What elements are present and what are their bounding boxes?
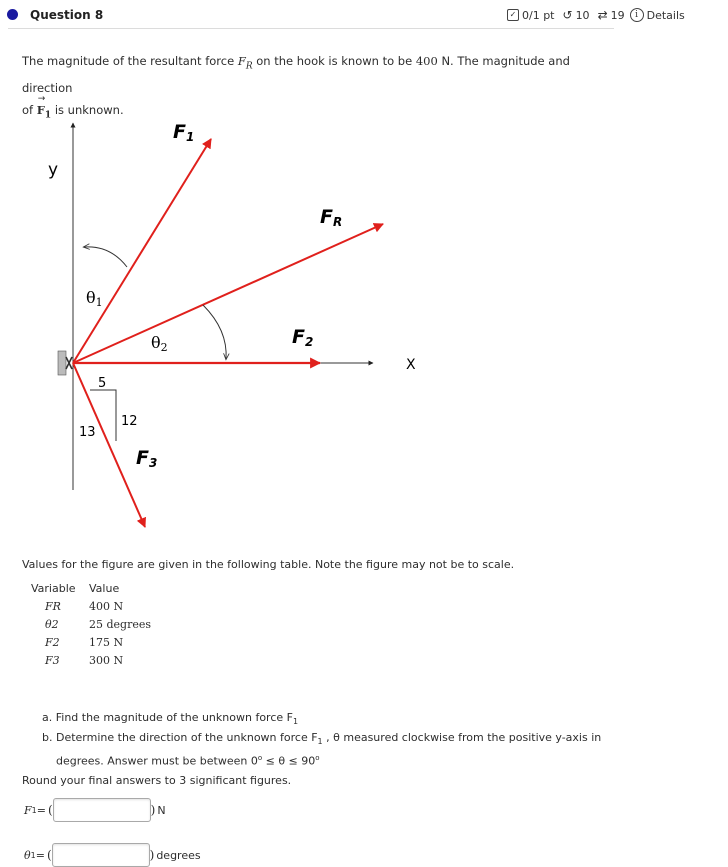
label-f3-main: F (136, 447, 149, 469)
stem-text: of (22, 103, 37, 118)
table-row (31, 597, 151, 615)
question-title: Question 8 (30, 8, 104, 22)
question-status-dot (7, 9, 18, 20)
answer-theta1-eq: = (35, 848, 45, 862)
part-b-text: b. Determine the direction of the unknown force F (42, 731, 318, 745)
theta1-answer-input[interactable] (52, 843, 150, 867)
stem-text: The magnitude of the resultant force (22, 54, 238, 68)
info-icon[interactable]: i (630, 8, 644, 22)
table-row (31, 615, 151, 633)
question-parts (42, 710, 601, 770)
rounding-note: Round your final answers to 3 significant figures. (22, 774, 292, 787)
open-paren: ( (47, 803, 53, 817)
force-fr-arrow (73, 224, 383, 363)
answer-theta1-label: θ (24, 848, 31, 862)
retries-text: 10 (575, 8, 590, 22)
degree-mark: o (315, 754, 320, 763)
part-b-sub: 1 (317, 737, 323, 747)
label-f1 (173, 121, 194, 144)
theta1-arc (84, 247, 127, 267)
table-value: 25 degrees (89, 617, 152, 631)
label-f3-sub: 3 (148, 456, 158, 470)
table-value: 400 N (89, 599, 124, 613)
label-f1-main: F (173, 121, 186, 143)
figure-note: Values for the figure are given in the following table. Note the figure may not be to scale. (22, 558, 515, 571)
score-icon: ✓ (507, 9, 519, 21)
label-y: y (48, 160, 59, 180)
table-value: 300 N (89, 653, 124, 667)
answer-row-theta1 (24, 843, 201, 867)
answer-f1-label: F (24, 803, 32, 817)
answer-f1-eq: = (36, 803, 46, 817)
table-var: F2 (45, 635, 60, 649)
question-meta (507, 8, 685, 22)
label-f2 (292, 326, 313, 349)
attempts-icon: ⇄ (597, 8, 608, 22)
table-var: θ2 (45, 617, 59, 631)
part-b-text-4: ≤ θ ≤ 90 (262, 755, 316, 769)
label-x: X (406, 357, 416, 373)
table-var: F3 (45, 653, 60, 667)
details-link[interactable]: Details (646, 8, 685, 22)
part-b (42, 730, 601, 750)
table-header-value: Value (89, 581, 120, 595)
part-a-sub: 1 (292, 717, 299, 727)
stem-line-1 (22, 50, 612, 99)
answer-f1-unit: N (157, 803, 166, 817)
wall-support (58, 351, 66, 375)
label-theta2 (151, 333, 168, 354)
answer-f1-sub: 1 (31, 805, 37, 815)
triangle-label-12: 12 (121, 414, 138, 429)
label-theta1 (86, 288, 103, 309)
label-fr-main: F (320, 206, 333, 228)
table-value: 175 N (89, 635, 124, 649)
table-header-row (31, 579, 151, 597)
label-theta1-main: θ (86, 288, 96, 307)
header-divider (8, 28, 614, 29)
degree-mark: o (257, 754, 263, 763)
label-f3 (136, 447, 157, 470)
label-f2-sub: 2 (304, 335, 314, 349)
retry-icon: ↺ (562, 8, 573, 22)
f1-symbol: F (36, 103, 45, 118)
score-text: 0/1 pt (522, 8, 555, 22)
label-theta1-sub: 1 (95, 296, 103, 309)
label-theta2-sub: 2 (160, 341, 168, 354)
triangle-label-13: 13 (79, 425, 96, 440)
answer-theta1-unit: degrees (156, 848, 201, 862)
table-var: FR (45, 599, 61, 613)
attempts-text: 19 (610, 8, 625, 22)
table-row (31, 633, 151, 651)
part-b-range (42, 750, 601, 770)
theta2-arc (203, 305, 226, 359)
table-header-variable: Variable (31, 581, 76, 595)
triangle-label-5: 5 (98, 376, 107, 391)
force-diagram (30, 105, 450, 535)
stem-text: N. The magnitude and direction (22, 54, 570, 96)
label-f1-sub: 1 (185, 130, 195, 144)
close-paren: ) (149, 848, 155, 862)
force-f1-arrow (73, 139, 211, 363)
fr-symbol: F (237, 54, 246, 68)
known-value: 400 (415, 54, 438, 68)
force-f3-arrow (73, 363, 145, 527)
close-paren: ) (150, 803, 156, 817)
answer-theta1-sub: 1 (30, 850, 36, 860)
part-b-text-2: , θ measured clockwise from the positive y-axis in (322, 731, 602, 745)
f1-answer-input[interactable] (53, 798, 151, 822)
answer-row-f1 (24, 798, 166, 822)
open-paren: ( (46, 848, 52, 862)
part-a (42, 710, 601, 730)
label-fr (320, 206, 342, 229)
fr-subscript: R (245, 61, 253, 72)
part-b-text-3: degrees. Answer must be between 0 (56, 755, 258, 769)
stem-text: is unknown. (51, 103, 124, 118)
label-f2-main: F (292, 326, 305, 348)
values-table (31, 579, 151, 669)
label-theta2-main: θ (151, 333, 161, 352)
vector-arrow-icon: → (37, 94, 46, 105)
table-row (31, 651, 151, 669)
label-fr-sub: R (332, 215, 343, 229)
part-a-text: a. Find the magnitude of the unknown force F (42, 711, 293, 724)
f1-subscript: 1 (44, 110, 52, 121)
stem-text: on the hook is known to be (252, 54, 416, 68)
